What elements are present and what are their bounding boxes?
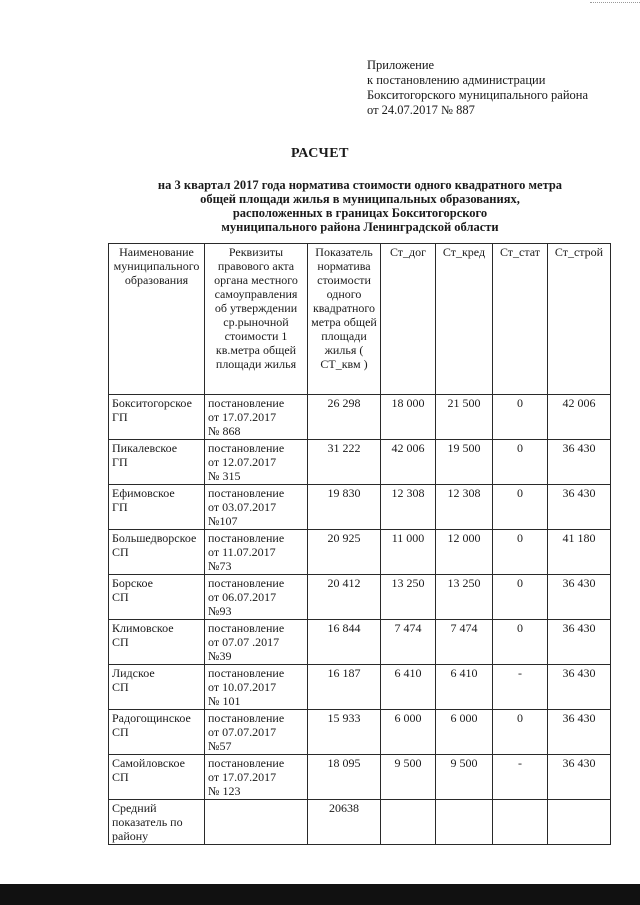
row-st-stat: 0 [493, 440, 548, 485]
row-st-dog: 9 500 [381, 755, 436, 800]
row-st-dog: 18 000 [381, 395, 436, 440]
row-indicator: 16 844 [308, 620, 381, 665]
row-st-stat: 0 [493, 710, 548, 755]
document-title: РАСЧЕТ [291, 146, 349, 161]
table-row [109, 485, 611, 530]
row-name: Климовское СП [109, 620, 205, 665]
row-indicator: 18 095 [308, 755, 381, 800]
row-st-stat: 0 [493, 620, 548, 665]
row-st-stroy: 36 430 [548, 710, 611, 755]
header-st-stat: Ст_стат [493, 244, 548, 395]
row-st-dog: 12 308 [381, 485, 436, 530]
row-name: Ефимовское ГП [109, 485, 205, 530]
row-indicator: 26 298 [308, 395, 381, 440]
annex-line-3: Бокситогорского муниципального района [367, 88, 589, 102]
row-st-dog: 7 474 [381, 620, 436, 665]
header-requisites: Реквизиты правового акта органа местного самоуправления об утверждении ср.рыночной стоимости 1 кв.метра общей площади жилья [205, 244, 308, 395]
row-st-kred: 12 000 [436, 530, 493, 575]
table-row [109, 710, 611, 755]
average-label: Средний показатель по району [109, 800, 205, 845]
table-row [109, 440, 611, 485]
header-name: Наименование муниципального образования [109, 244, 205, 395]
row-st-stat: - [493, 755, 548, 800]
row-st-stat: 0 [493, 395, 548, 440]
subtitle-line-4: муниципального района Ленинградской области [221, 220, 499, 234]
row-st-dog: 6 000 [381, 710, 436, 755]
annex-block [367, 58, 627, 118]
row-indicator: 16 187 [308, 665, 381, 710]
row-st-stat: - [493, 665, 548, 710]
average-empty-req [205, 800, 308, 845]
row-name: Самойловское СП [109, 755, 205, 800]
row-st-stat: 0 [493, 485, 548, 530]
annex-line-4: от 24.07.2017 № 887 [367, 103, 475, 117]
average-row [109, 800, 611, 845]
row-st-kred: 7 474 [436, 620, 493, 665]
row-st-stroy: 41 180 [548, 530, 611, 575]
row-st-kred: 21 500 [436, 395, 493, 440]
row-name: Радогощинское СП [109, 710, 205, 755]
row-st-kred: 6 000 [436, 710, 493, 755]
subtitle-line-2: общей площади жилья в муниципальных образованиях, [200, 192, 520, 206]
scan-bottom-bar [0, 884, 640, 905]
average-value: 20638 [308, 800, 381, 845]
row-st-dog: 13 250 [381, 575, 436, 620]
row-st-kred: 9 500 [436, 755, 493, 800]
row-st-kred: 13 250 [436, 575, 493, 620]
row-st-stroy: 36 430 [548, 755, 611, 800]
row-st-stroy: 36 430 [548, 575, 611, 620]
row-requisites: постановление от 07.07 .2017 №39 [205, 620, 308, 665]
row-st-kred: 19 500 [436, 440, 493, 485]
table-row [109, 530, 611, 575]
row-name: Бокситогорское ГП [109, 395, 205, 440]
table-header-row [109, 244, 611, 395]
row-requisites: постановление от 07.07.2017 №57 [205, 710, 308, 755]
row-requisites: постановление от 17.07.2017 № 123 [205, 755, 308, 800]
row-indicator: 19 830 [308, 485, 381, 530]
row-requisites: постановление от 03.07.2017 №107 [205, 485, 308, 530]
average-empty-stat [493, 800, 548, 845]
row-requisites: постановление от 12.07.2017 № 315 [205, 440, 308, 485]
row-requisites: постановление от 06.07.2017 №93 [205, 575, 308, 620]
average-empty-stroy [548, 800, 611, 845]
row-requisites: постановление от 17.07.2017 № 868 [205, 395, 308, 440]
header-st-stroy: Ст_строй [548, 244, 611, 395]
row-indicator: 15 933 [308, 710, 381, 755]
row-st-stroy: 36 430 [548, 665, 611, 710]
row-st-dog: 42 006 [381, 440, 436, 485]
row-indicator: 20 412 [308, 575, 381, 620]
header-st-dog: Ст_дог [381, 244, 436, 395]
average-empty-kred [436, 800, 493, 845]
header-st-kred: Ст_кред [436, 244, 493, 395]
annex-line-2: к постановлению администрации [367, 73, 546, 87]
row-name: Пикалевское ГП [109, 440, 205, 485]
table-row [109, 620, 611, 665]
table-row [109, 755, 611, 800]
row-name: Борское СП [109, 575, 205, 620]
subtitle-line-1: на 3 квартал 2017 года норматива стоимости одного квадратного метра [157, 178, 563, 192]
row-st-dog: 11 000 [381, 530, 436, 575]
subtitle-line-3: расположенных в границах Бокситогорского [232, 206, 488, 220]
row-requisites: постановление от 11.07.2017 №73 [205, 530, 308, 575]
row-name: Лидское СП [109, 665, 205, 710]
row-st-dog: 6 410 [381, 665, 436, 710]
header-indicator: Показатель норматива стоимости одного квадратного метра общей площади жилья ( СТ_квм ) [308, 244, 381, 395]
calculation-table [108, 243, 611, 845]
row-st-stroy: 42 006 [548, 395, 611, 440]
annex-line-1: Приложение [367, 58, 435, 72]
scan-corner-mark [590, 2, 640, 7]
row-st-stat: 0 [493, 530, 548, 575]
table-row [109, 575, 611, 620]
row-st-stroy: 36 430 [548, 620, 611, 665]
row-st-kred: 6 410 [436, 665, 493, 710]
table-row [109, 665, 611, 710]
row-indicator: 20 925 [308, 530, 381, 575]
row-st-kred: 12 308 [436, 485, 493, 530]
row-requisites: постановление от 10.07.2017 № 101 [205, 665, 308, 710]
table-row [109, 395, 611, 440]
average-empty-dog [381, 800, 436, 845]
row-st-stat: 0 [493, 575, 548, 620]
row-name: Большедворское СП [109, 530, 205, 575]
row-st-stroy: 36 430 [548, 440, 611, 485]
row-st-stroy: 36 430 [548, 485, 611, 530]
row-indicator: 31 222 [308, 440, 381, 485]
document-subtitle [100, 178, 620, 234]
